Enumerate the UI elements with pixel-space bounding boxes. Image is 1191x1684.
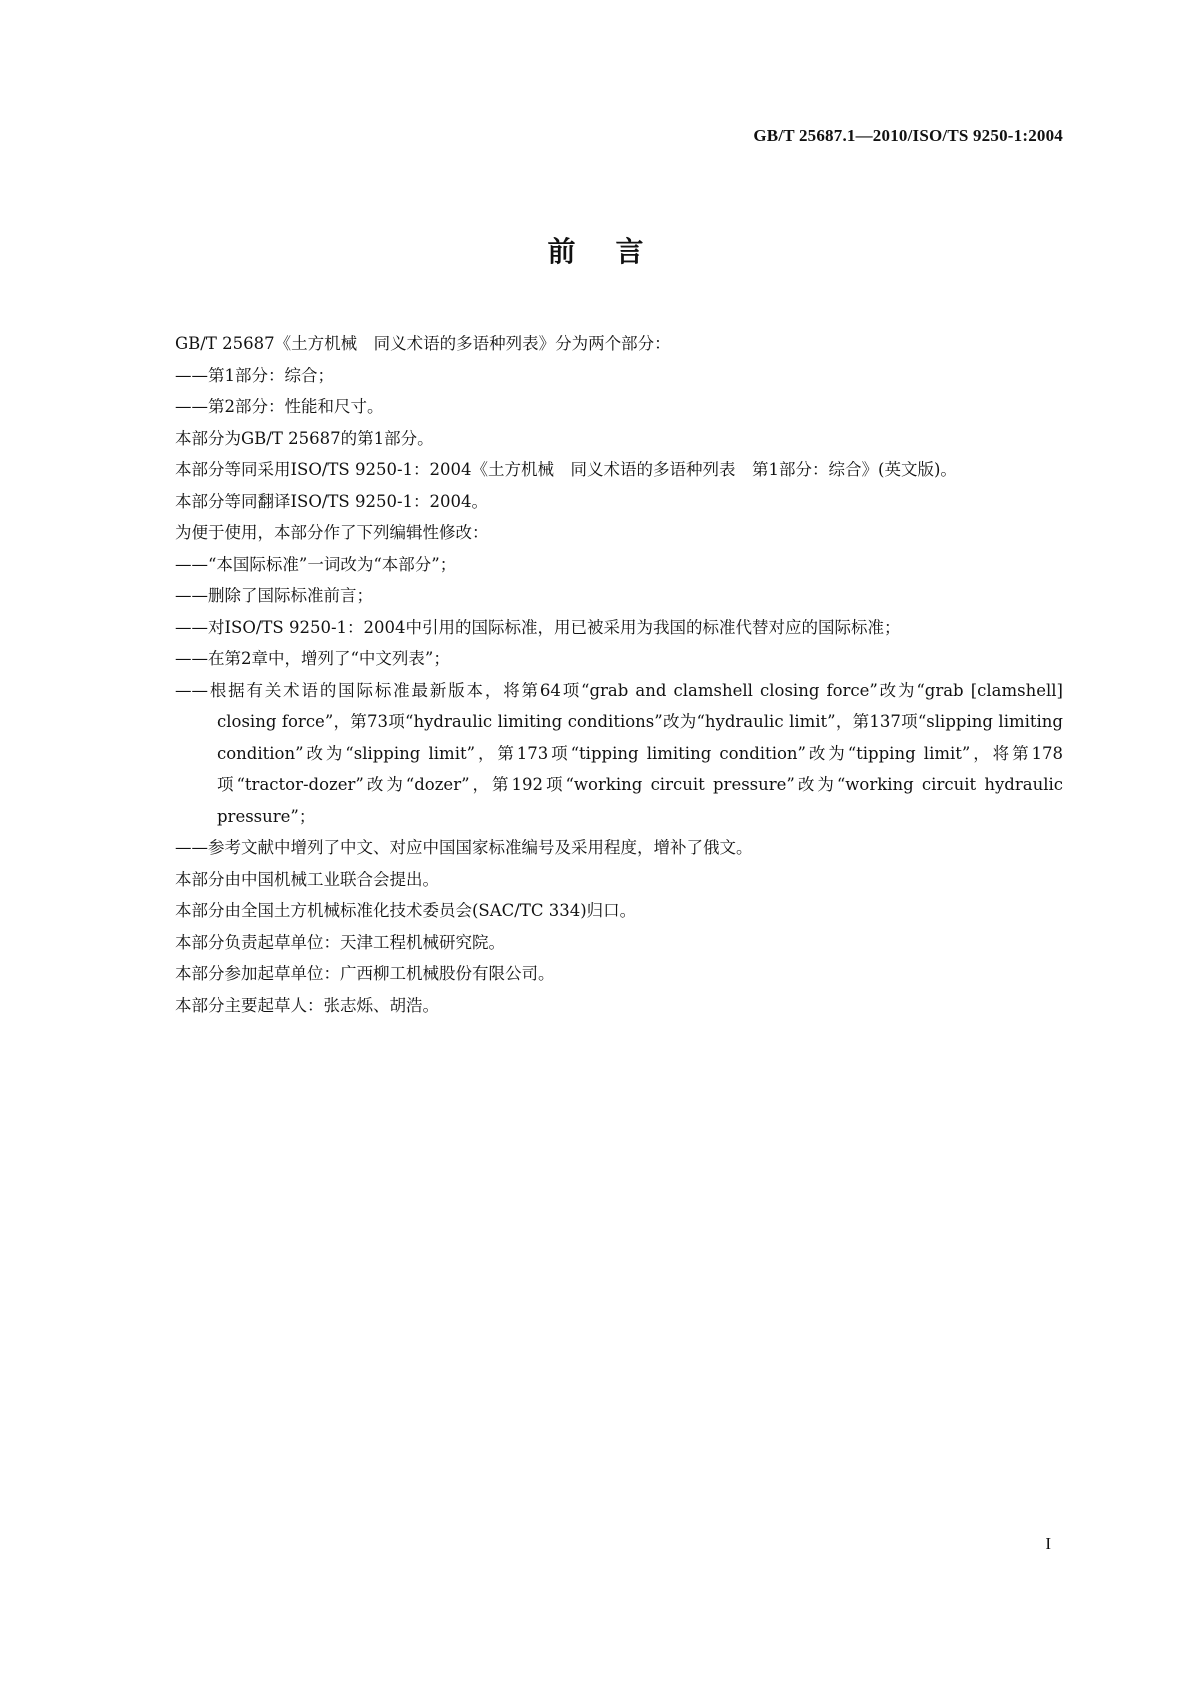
page-title: 前言 bbox=[547, 235, 684, 268]
page-number: I bbox=[1045, 1534, 1051, 1553]
paragraph: 为便于使用，本部分作了下列编辑性修改： bbox=[175, 523, 489, 542]
paragraph: 本部分为GB/T 25687的第1部分。 bbox=[175, 428, 434, 448]
paragraph: 本部分参加起草单位：广西柳工机械股份有限公司。 bbox=[175, 964, 555, 983]
list-item: ——“本国际标准”一词改为“本部分”； bbox=[175, 554, 457, 574]
list-item: ——根据有关术语的国际标准最新版本，将第64项“grab and clamshell closing force”改为“grab [clamshell] closing force”，第73项“hydraulic limiting conditions”改为“hydraulic limit”，第137项“slipping limiting condition”改为“slipping limit”，第173项“tipping limiting condition”改为“tipping limit”，将第178项“tractor-dozer”改为“dozer”，第192项“working circuit pressure”改为“working circuit hydraulic pressure”； bbox=[175, 680, 1063, 826]
list-item: ——删除了国际标准前言； bbox=[175, 586, 373, 605]
list-item: ——在第2章中，增列了“中文列表”； bbox=[175, 649, 450, 668]
paragraph: 本部分等同翻译ISO/TS 9250-1：2004。 bbox=[175, 491, 489, 511]
paragraph: 本部分由全国土方机械标准化技术委员会(SAC/TC 334)归口。 bbox=[175, 901, 637, 920]
paragraph: 本部分主要起草人：张志烁、胡浩。 bbox=[175, 995, 439, 1015]
paragraph: 本部分等同采用ISO/TS 9250-1：2004《土方机械 同义术语的多语种列表 第1部分：综合》(英文版)。 bbox=[175, 460, 957, 479]
standard-number-header: GB/T 25687.1—2010/ISO/TS 9250-1:2004 bbox=[753, 126, 1063, 145]
list-item: ——对ISO/TS 9250-1：2004中引用的国际标准，用已被采用为我国的标准代替对应的国际标准； bbox=[175, 617, 901, 637]
paragraph: 本部分由中国机械工业联合会提出。 bbox=[175, 869, 439, 889]
list-item: ——参考文献中增列了中文、对应中国国家标准编号及采用程度，增补了俄文。 bbox=[175, 838, 753, 857]
paragraph: GB/T 25687《土方机械 同义术语的多语种列表》分为两个部分： bbox=[175, 334, 671, 353]
foreword-body bbox=[133, 328, 1063, 1021]
paragraph: 本部分负责起草单位：天津工程机械研究院。 bbox=[175, 932, 505, 952]
list-item: ——第1部分：综合； bbox=[175, 365, 334, 385]
list-item: ——第2部分：性能和尺寸。 bbox=[175, 397, 384, 416]
